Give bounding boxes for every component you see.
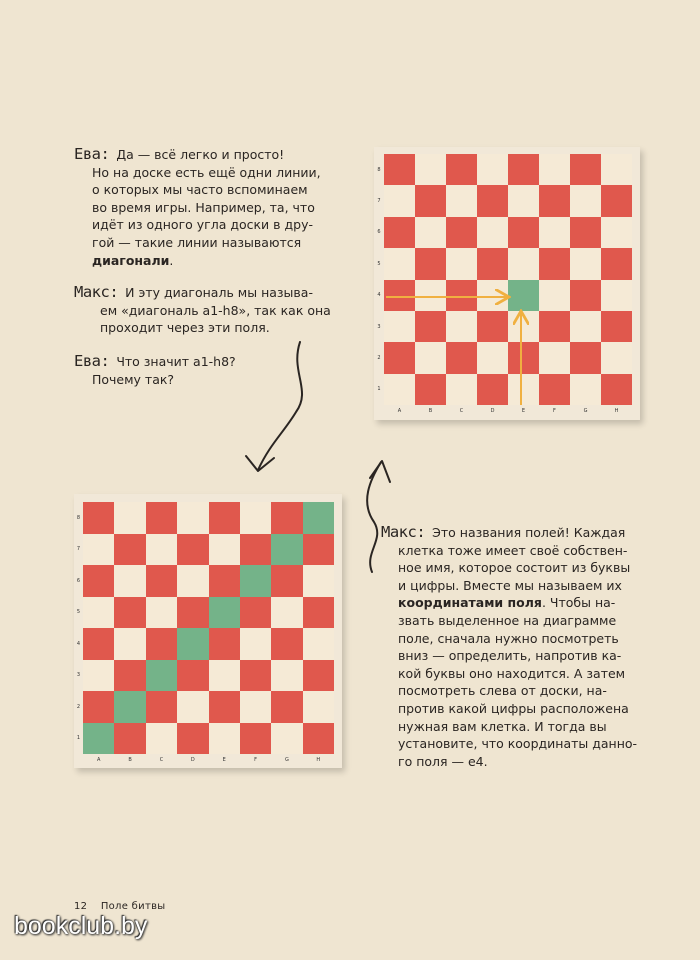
dialog-text-line: клетка тоже имеет своё собствен- — [398, 542, 628, 558]
square-d2 — [177, 691, 208, 723]
square-f1 — [240, 723, 271, 755]
square-c4 — [146, 628, 177, 660]
square-e3 — [209, 660, 240, 692]
square-h1 — [303, 723, 334, 755]
square-c1 — [146, 723, 177, 755]
speaker-eva: Ева: — [74, 352, 110, 370]
dialog-text-line: проходит через эти поля. — [100, 320, 270, 336]
file-label: B — [428, 408, 433, 414]
dialog-text-line: нужная вам клетка. И тогда вы — [398, 718, 607, 734]
file-label: H — [316, 757, 321, 763]
dialog-text-line: Это названия полей! Каждая — [432, 525, 626, 540]
square-b2 — [114, 691, 145, 723]
square-a4 — [83, 628, 114, 660]
square-e5 — [209, 597, 240, 629]
square-f3 — [240, 660, 271, 692]
term-diagonals: диагонали — [92, 252, 170, 268]
rank-label: 3 — [76, 672, 81, 679]
square-h8 — [303, 502, 334, 534]
square-h2 — [303, 691, 334, 723]
file-labels — [83, 754, 334, 766]
square-a5 — [83, 597, 114, 629]
square-c5 — [146, 597, 177, 629]
square-h7 — [303, 534, 334, 566]
squiggle-arrow-down-head — [246, 456, 274, 471]
square-d7 — [177, 534, 208, 566]
square-e8 — [209, 502, 240, 534]
dialog-text-line: кой буквы оно находится. А затем — [398, 665, 626, 681]
square-c2 — [146, 691, 177, 723]
term-coordinates: координатами поля — [398, 595, 542, 611]
square-b3 — [114, 660, 145, 692]
dialog-text-line: гой — такие линии называются — [92, 234, 302, 250]
page-footer — [74, 901, 175, 912]
square-b6 — [114, 565, 145, 597]
dialog-text-line: Что значит a1-h8? — [116, 354, 236, 369]
speaker-maks: Макс: — [381, 523, 426, 541]
rank-label: 4 — [377, 292, 381, 299]
square-e2 — [209, 691, 240, 723]
speaker-eva: Ева: — [74, 145, 110, 163]
rank-label: 3 — [377, 323, 381, 330]
square-g1 — [271, 723, 302, 755]
rank-label: 1 — [76, 735, 81, 742]
rank-label: 5 — [377, 260, 381, 267]
dialog-text-line: ем «диагональ a1-h8», так как она — [100, 302, 331, 318]
chessboard-diagonal — [74, 494, 342, 768]
board-grid — [83, 502, 334, 754]
square-b8 — [114, 502, 145, 534]
file-label: C — [159, 757, 164, 763]
square-c3 — [146, 660, 177, 692]
rank-labels — [74, 502, 83, 754]
square-d8 — [177, 502, 208, 534]
rank-label: 6 — [377, 229, 381, 236]
square-e4 — [209, 628, 240, 660]
square-a8 — [83, 502, 114, 534]
file-label: D — [190, 757, 195, 763]
square-b7 — [114, 534, 145, 566]
square-f6 — [240, 565, 271, 597]
square-h5 — [303, 597, 334, 629]
rank-label: 6 — [76, 577, 81, 584]
dialog-text-line: установите, что координаты данно- — [398, 736, 638, 752]
dialog-maks-2 — [381, 524, 671, 770]
file-label: A — [397, 408, 402, 414]
dialog-text-line: звать выделенное на диаграмме — [398, 612, 617, 628]
dialog-text-line: и цифры. Вместе мы называем их — [398, 577, 622, 593]
square-f4 — [240, 628, 271, 660]
file-label: F — [254, 757, 257, 763]
square-a3 — [83, 660, 114, 692]
dialog-text-line: Почему так? — [92, 371, 175, 387]
dialog-text-line: И эту диагональ мы называ- — [125, 285, 313, 300]
dialog-text-line: го поля — e4. — [398, 753, 488, 769]
square-b4 — [114, 628, 145, 660]
rank-label: 4 — [76, 640, 81, 647]
file-label: G — [583, 408, 588, 414]
dialog-text-line: о которых мы часто вспоминаем — [92, 182, 308, 198]
file-label: E — [521, 408, 526, 414]
square-d6 — [177, 565, 208, 597]
section-title: Поле битвы — [100, 901, 166, 912]
file-label: C — [459, 408, 464, 414]
square-g8 — [271, 502, 302, 534]
square-d5 — [177, 597, 208, 629]
rank-label: 5 — [76, 609, 81, 616]
file-label: G — [285, 757, 289, 763]
square-g6 — [271, 565, 302, 597]
rank-label: 2 — [76, 703, 81, 710]
file-label: H — [614, 408, 619, 414]
punctuation: . — [169, 252, 174, 268]
watermark: bookclub.by — [14, 912, 148, 940]
dialog-text-line: идёт из одного угла доски в дру- — [92, 217, 313, 233]
dialog-text-line: во время игры. Например, та, что — [92, 199, 315, 215]
square-g5 — [271, 597, 302, 629]
square-d3 — [177, 660, 208, 692]
square-c6 — [146, 565, 177, 597]
speaker-maks: Макс: — [74, 283, 119, 301]
dialog-text-line: . Чтобы на- — [541, 595, 616, 611]
dialog-text-line: Но на доске есть ещё одни линии, — [92, 164, 321, 180]
file-label: E — [222, 757, 226, 763]
rank-label: 8 — [76, 514, 81, 521]
dialog-text-line: вниз — определить, напротив ка- — [398, 648, 622, 664]
rank-label: 1 — [377, 386, 381, 393]
square-g7 — [271, 534, 302, 566]
square-g3 — [271, 660, 302, 692]
square-f7 — [240, 534, 271, 566]
square-c7 — [146, 534, 177, 566]
rank-label: 8 — [377, 166, 381, 173]
dialog-text-line: поле, сначала нужно посмотреть — [398, 630, 619, 646]
rank-label: 2 — [377, 354, 381, 361]
dialog-text-line: посмотреть слева от доски, на- — [398, 683, 607, 699]
rank-label: 7 — [76, 546, 81, 553]
square-a1 — [83, 723, 114, 755]
square-c8 — [146, 502, 177, 534]
square-h6 — [303, 565, 334, 597]
dialog-text-line: против какой цифры расположена — [398, 700, 629, 716]
square-h3 — [303, 660, 334, 692]
dialog-text-line: ное имя, которое состоит из буквы — [398, 560, 631, 576]
square-e7 — [209, 534, 240, 566]
square-f8 — [240, 502, 271, 534]
file-label: B — [128, 757, 132, 763]
square-f2 — [240, 691, 271, 723]
square-g2 — [271, 691, 302, 723]
square-b5 — [114, 597, 145, 629]
dialog-text-line: Да — всё легко и просто! — [116, 147, 285, 162]
square-d4 — [177, 628, 208, 660]
square-g4 — [271, 628, 302, 660]
square-a7 — [83, 534, 114, 566]
page-number: 12 — [74, 901, 88, 912]
file-label: F — [553, 408, 556, 414]
square-h4 — [303, 628, 334, 660]
square-b1 — [114, 723, 145, 755]
squiggle-arrow-down — [258, 342, 302, 470]
square-e6 — [209, 565, 240, 597]
square-e1 — [209, 723, 240, 755]
file-label: D — [490, 408, 495, 414]
rank-label: 7 — [377, 198, 381, 205]
square-a2 — [83, 691, 114, 723]
square-f5 — [240, 597, 271, 629]
file-label: A — [96, 757, 101, 763]
square-d1 — [177, 723, 208, 755]
square-a6 — [83, 565, 114, 597]
